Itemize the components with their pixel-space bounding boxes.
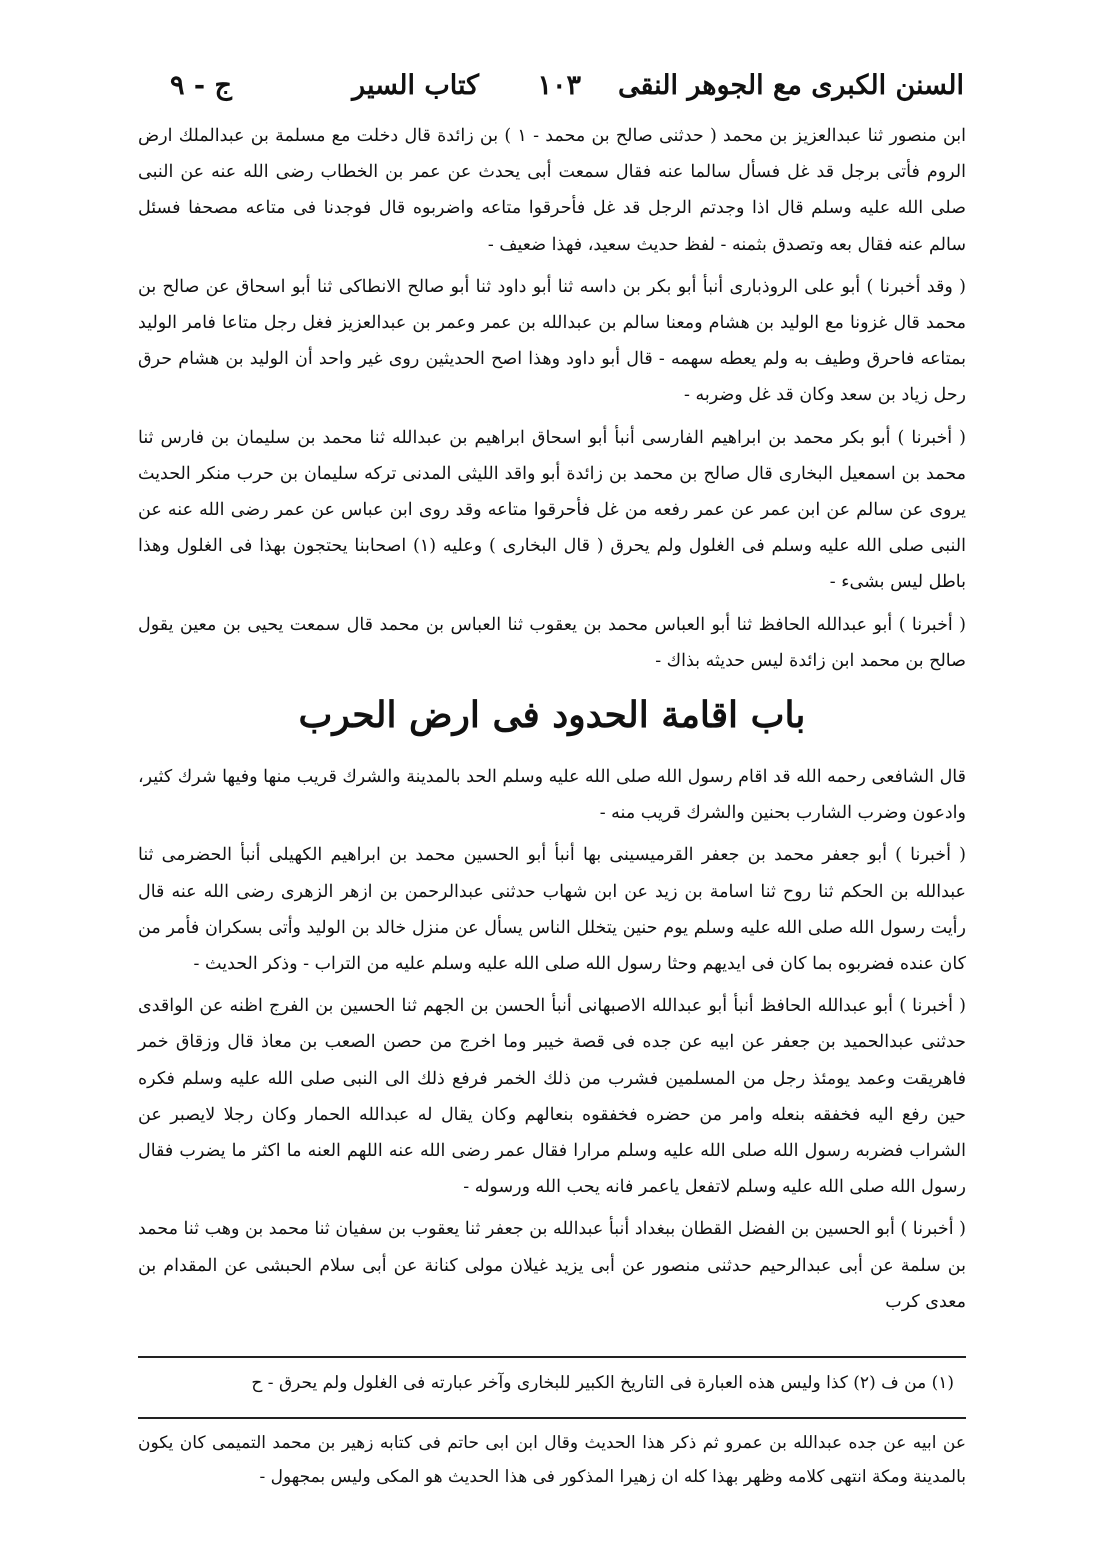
- paragraph: ( أخبرنا ) أبو عبدالله الحافظ ثنا أبو العباس محمد بن يعقوب ثنا العباس بن محمد قال سمعت يحيى بن معين يقول صالح بن محمد ابن زائدة ليس حديثه بذاك -: [138, 614, 966, 671]
- commentary-divider: [138, 1417, 966, 1419]
- paragraph: قال الشافعى رحمه الله قد اقام رسول الله صلى الله عليه وسلم الحد بالمدينة والشرك قريب منها وفيها شرك كثير، وادعون وضرب الشارب بحنين والشرك قريب منه -: [138, 767, 967, 824]
- paragraph: ( أخبرنا ) أبو بكر محمد بن ابراهيم الفارسى أنبأ أبو اسحاق ابراهيم بن عبدالله ثنا محمد بن سليمان بن فارس ثنا محمد بن اسمعيل البخارى قال صالح بن محمد بن زائدة أبو واقد الليثى المدنى تركه سليمان بن حرب منكر الحديث يروى عن سالم عن ابن عمر عن عمر رفعه من غل فأحرقوا متاعه وقد روى ابن عباس عن عمر رضى الله عنه عن النبى صلى الله عليه وسلم فى الغلول ولم يحرق ( قال البخارى ) وعليه (١) اصحابنا يحتجون بهذا فى الغلول وهذا باطل ليس بشىء -: [138, 427, 966, 593]
- commentary-text: عن ابيه عن جده عبدالله بن عمرو ثم ذكر هذا الحديث وقال ابن ابى حاتم فى كتابه زهير بن محمد التميمى كان يكون بالمدينة ومكة انتهى كلامه وظهر بهذا كله ان زهيرا المذكور فى هذا الحديث هو المكى وليس بمجهول -: [138, 1433, 966, 1487]
- section-title: كتاب السير: [352, 70, 479, 101]
- volume-number: ج - ٩: [170, 70, 232, 101]
- footnote: (١) من ف (٢) كذا وليس هذه العبارة فى التاريخ الكبير للبخارى وآخر عبارته فى الغلول ولم يحرق - ح: [251, 1373, 954, 1393]
- paragraph: ( أخبرنا ) أبو جعفر محمد بن جعفر القرميسينى بها أنبأ أبو الحسين محمد بن ابراهيم الكهيلى أنبأ الحضرمى ثنا عبدالله بن الحكم ثنا روح ثنا اسامة بن زيد عن ابن شهاب حدثنى عبدالرحمن بن ازهر الزهرى رضى الله عنه قال رأيت رسول الله صلى الله عليه وسلم يوم حنين يتخلل الناس يسأل عن منزل خالد بن الوليد وأتى بسكران فأمر من كان عنده فضربوه بما كان فى ايديهم وحثا رسول الله صلى الله عليه وسلم عليه من التراب - وذكر الحديث -: [138, 845, 966, 975]
- page-header: [150, 70, 964, 116]
- paragraph: ( أخبرنا ) أبو الحسين بن الفضل القطان ببغداد أنبأ عبدالله بن جعفر ثنا يعقوب بن سفيان ثنا محمد بن وهب ثنا محمد بن سلمة عن أبى عبدالرحيم حدثنى منصور عن أبى يزيد غيلان مولى كنانة عن أبى سلام الحبشى عن المقدام بن معدى كرب: [138, 1219, 966, 1312]
- paragraph: ابن منصور ثنا عبدالعزيز بن محمد ( حدثنى صالح بن محمد - ١ ) بن زائدة قال دخلت مع مسلمة بن عبدالملك ارض الروم فأتى برجل قد غل فسأل سالما عنه فقال سمعت أبى يحدث عن عمر بن الخطاب رضى الله عنه عن النبى صلى الله عليه وسلم قال اذا وجدتم الرجل قد غل فأحرقوا متاعه واضربوه قال فوجدنا فى متاعه مصحفا فسئل سالم عنه فقال بعه وتصدق بثمنه - لفظ حديث سعيد، فهذا ضعيف -: [138, 126, 966, 255]
- paragraph: ( وقد أخبرنا ) أبو على الروذبارى أنبأ أبو بكر بن داسه ثنا أبو داود ثنا أبو صالح الانطاكى ثنا أبو اسحاق عن صالح بن محمد قال غزونا مع الوليد بن هشام ومعنا سالم بن عبدالله بن عمر وعمر بن عبدالعزيز فغل رجل متاعا فامر الوليد بمتاعه فاحرق وطيف به ولم يعطه سهمه - قال أبو داود وهذا اصح الحديثين روى غير واحد أن الوليد بن هشام حرق رحل زياد بن سعد وكان قد غل وضربه -: [138, 276, 966, 406]
- paragraph: ( أخبرنا ) أبو عبدالله الحافظ أنبأ أبو عبدالله الاصبهانى أنبأ الحسن بن الجهم ثنا الحسين بن الفرج اظنه عن الواقدى حدثنى عبدالحميد بن جعفر عن ابيه عن جده فى قصة خيبر وما اخرج من حصن الصعب بن معاذ قال وزقاق خمر فاهريقت وعمد يومئذ رجل من المسلمين فشرب من ذلك الخمر فرفع ذلك الى النبى صلى الله عليه وسلم فكره حين رفع اليه فخفقه بنعله وامر من حضره فخفقوه بنعالهم وكان يقال له عبدالله الحمار وكان رجلا لايصبر عن الشراب فضربه رسول الله صلى الله عليه وسلم مرارا فقال عمر رضى الله عنه اللهم العنه ما اكثر ما يضرب فقال رسول الله صلى الله عليه وسلم لاتفعل ياعمر فانه يحب الله ورسوله -: [138, 996, 966, 1198]
- page-number: ١٠٣: [537, 70, 581, 101]
- book-title: السنن الكبرى مع الجوهر النقى: [617, 70, 964, 101]
- commentary-section: [138, 1426, 966, 1494]
- chapter-title: باب اقامة الحدود فى ارض الحرب: [298, 694, 806, 737]
- main-text: [138, 118, 966, 1326]
- footnote-divider: [138, 1356, 966, 1358]
